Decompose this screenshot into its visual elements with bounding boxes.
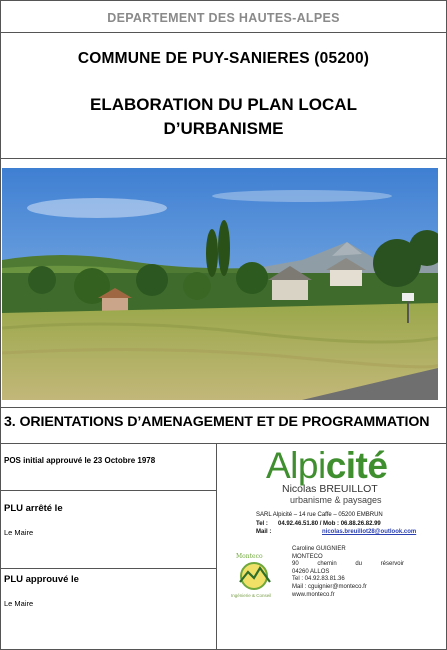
monteco-logo-label: Monteco [236, 553, 263, 560]
alpicite-logo [266, 446, 387, 486]
alpicite-tel: 04.92.46.51.80 [278, 520, 319, 527]
street-part: chemin [317, 561, 337, 568]
monteco-contact-name: Caroline GUIGNIER [292, 546, 346, 552]
alpicite-address: SARL Alpicité – 14 rue Caffe – 05200 EMBRUN [256, 512, 383, 518]
column-divider [216, 443, 217, 649]
title-line-1: ELABORATION DU PLAN LOCAL [90, 95, 357, 114]
alpicite-tagline: urbanisme & paysages [290, 495, 382, 505]
divider [0, 443, 447, 444]
divider [0, 158, 447, 159]
monteco-street [292, 561, 404, 569]
mail-label: Mail : [256, 529, 272, 535]
section-title: 3. ORIENTATIONS D’AMENAGEMENT ET DE PROGRAMMATION [4, 414, 430, 430]
monteco-contact [292, 546, 404, 599]
alpicite-logo-part1: Alpi [266, 445, 326, 486]
street-part: 90 [292, 561, 299, 568]
divider [0, 568, 216, 569]
landscape-photo [2, 168, 438, 400]
commune-heading: COMMUNE DE PUY-SANIERES (05200) [77, 50, 370, 67]
monteco-logo-caption: Ingénierie & Conseil [231, 593, 272, 598]
alpicite-contact [256, 511, 416, 537]
alpicite-mail-link[interactable]: nicolas.breuillot28@outlook.com [322, 529, 417, 535]
divider [0, 32, 447, 33]
divider [0, 407, 447, 408]
monteco-company: MONTECO [292, 553, 323, 560]
monteco-tel: Tel : 04.92.83.81.36 [292, 576, 345, 583]
maire-signature-label: Le Maire [4, 528, 34, 537]
alpicite-mob: / Mob : 06.88.26.82.99 [319, 520, 381, 527]
divider [0, 490, 216, 491]
alpicite-logo-part2: cité [325, 445, 388, 486]
monteco-city: 04260 ALLOS [292, 568, 330, 575]
monteco-mail[interactable]: Mail : cguignier@monteco.fr [292, 583, 367, 590]
pos-approval-text: POS initial approuvé le 23 Octobre 1978 [4, 456, 156, 465]
street-part: réservoir [380, 561, 404, 568]
department-heading: DEPARTEMENT DES HAUTES-ALPES [107, 11, 340, 25]
monteco-web[interactable]: www.monteco.fr [292, 591, 335, 598]
title-line-2: D’URBANISME [163, 119, 284, 138]
street-part: du [355, 561, 362, 568]
document-title [0, 93, 447, 141]
plu-arrete-heading: PLU arrêté le [4, 503, 63, 514]
tel-label: Tel : [256, 520, 268, 527]
alpicite-name: Nicolas BREUILLOT [282, 483, 378, 495]
maire-signature-label: Le Maire [4, 599, 34, 608]
plu-approuve-heading: PLU approuvé le [4, 574, 79, 585]
